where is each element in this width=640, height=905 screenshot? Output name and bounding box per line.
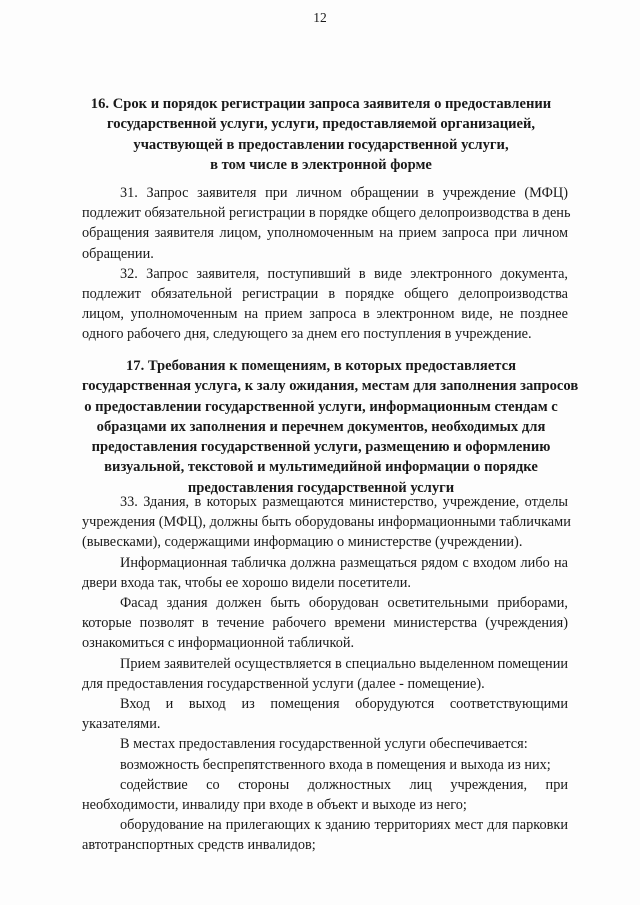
paragraph-line: ознакомиться с информационной табличкой. xyxy=(82,635,355,652)
paragraph-line: лицом, уполномоченным на прием запроса в электронном виде, не позднее xyxy=(82,306,568,323)
section-16-body xyxy=(82,183,571,345)
paragraph xyxy=(82,553,568,593)
paragraph-line: возможность беспрепятственного входа в помещения и выхода из них; xyxy=(120,756,551,773)
heading-line: государственная услуга, к залу ожидания, местам для заполнения запросов xyxy=(82,378,579,395)
paragraph-line: содействие со стороны должностных лиц учреждения, при xyxy=(120,776,568,793)
paragraph-line: которые позволят в течение рабочего времени министерства (учреждения) xyxy=(82,615,568,632)
paragraph-line: оборудование на прилегающих к зданию территориях мест для парковки xyxy=(120,817,568,834)
paragraph-line: для предоставления государственной услуги (далее - помещение). xyxy=(82,675,485,692)
section-17-body xyxy=(82,492,571,856)
paragraph-line: обращении. xyxy=(82,245,154,262)
paragraph xyxy=(82,654,568,694)
paragraph-line: указателями. xyxy=(82,716,161,733)
section-17-heading xyxy=(82,356,579,498)
paragraph-line: Вход и выход из помещения оборудуются соответствующими xyxy=(120,696,568,713)
heading-line: предоставления государственной услуги, размещению и оформлению xyxy=(91,439,551,456)
heading-line: 17. Требования к помещениям, в которых предоставляется xyxy=(125,358,517,374)
paragraph-line: Фасад здания должен быть оборудован осветительными приборами, xyxy=(120,595,568,612)
heading-line: 16. Срок и порядок регистрации запроса заявителя о предоставлении xyxy=(90,96,552,112)
paragraph xyxy=(82,264,568,345)
heading-line: о предоставлении государственной услуги, информационным стендам с xyxy=(84,398,558,415)
paragraph-line: двери входа так, чтобы ее хорошо видели посетители. xyxy=(82,574,411,591)
section-16-heading xyxy=(82,94,560,175)
paragraph xyxy=(82,815,568,855)
paragraph-line: учреждения (МФЦ), должны быть оборудованы информационными табличками xyxy=(82,514,571,531)
paragraph-line: 31. Запрос заявителя при личном обращении в учреждение (МФЦ) xyxy=(120,185,568,201)
paragraph-line: Прием заявителей осуществляется в специально выделенном помещении xyxy=(120,655,568,672)
paragraph xyxy=(82,694,568,734)
paragraph-line: 32. Запрос заявителя, поступивший в виде электронного документа, xyxy=(120,265,568,282)
heading-line: участвующей в предоставлении государственной услуги, xyxy=(133,136,509,153)
paragraph-line: одного рабочего дня, следующего за днем его поступления в учреждение. xyxy=(82,326,532,343)
heading-line: государственной услуги, услуги, предоставляемой организацией, xyxy=(106,116,536,133)
paragraph xyxy=(82,775,568,815)
paragraph xyxy=(82,734,568,754)
heading-line: предоставления государственной услуги xyxy=(187,479,455,496)
paragraph-line: подлежит обязательной регистрации в порядке общего делопроизводства в день xyxy=(82,205,571,222)
paragraph-line: Информационная табличка должна размещаться рядом с входом либо на xyxy=(120,554,568,571)
paragraph xyxy=(82,183,571,264)
paragraph xyxy=(82,492,571,553)
paragraph-line: необходимости, инвалиду при входе в объект и выходе из него; xyxy=(82,797,467,814)
paragraph xyxy=(82,755,568,775)
paragraph-line: обращения заявителя лицом, уполномоченным на прием запроса при личном xyxy=(82,225,568,242)
paragraph-line: В местах предоставления государственной услуги обеспечивается: xyxy=(120,736,528,753)
paragraph-line: (вывесками), содержащими информацию о министерстве (учреждении). xyxy=(82,534,523,551)
paragraph-line: 33. Здания, в которых размещаются министерство, учреждение, отделы xyxy=(120,494,568,510)
paragraph-line: автотранспортных средств инвалидов; xyxy=(82,837,316,854)
heading-line: в том числе в электронной форме xyxy=(210,156,432,173)
page-number: 12 xyxy=(313,10,327,25)
heading-line: визуальной, текстовой и мультимедийной информации о порядке xyxy=(104,459,538,476)
heading-line: образцами их заполнения и перечнем документов, необходимых для xyxy=(96,418,546,435)
paragraph-line: подлежит обязательной регистрации в порядке общего делопроизводства xyxy=(82,286,568,303)
paragraph xyxy=(82,593,568,654)
